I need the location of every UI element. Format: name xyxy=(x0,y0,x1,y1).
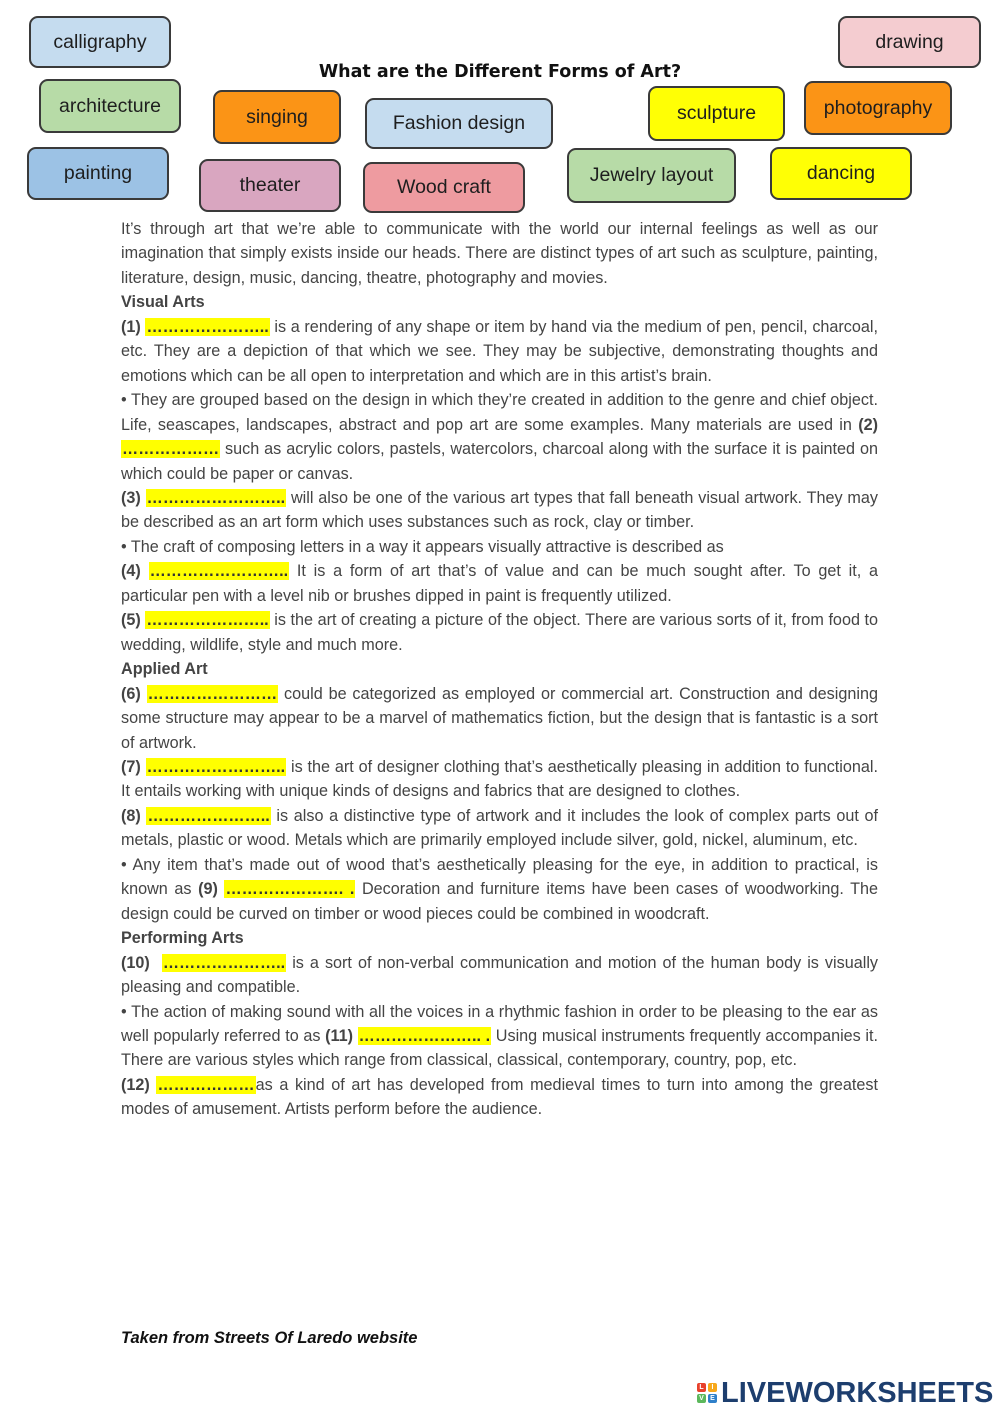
blank-7[interactable]: …………………….. xyxy=(146,757,286,776)
heading-performing-arts: Performing Arts xyxy=(121,929,244,948)
chip-wood-craft[interactable]: Wood craft xyxy=(363,162,525,213)
question-number: (12) xyxy=(121,1075,150,1094)
question-lead-text: • They are grouped based on the design in which they’re created in addition to the genre and chief object. Life, seascapes, landscapes, abstract and pop art are some examples. Many materials are used in xyxy=(121,391,878,434)
chip-singing[interactable]: singing xyxy=(213,90,341,144)
blank-11[interactable]: ………………….. . xyxy=(358,1026,491,1045)
chip-jewelry-layout[interactable]: Jewelry layout xyxy=(567,148,736,203)
source-credit: Taken from Streets Of Laredo website xyxy=(121,1329,418,1347)
logo-text: LIVEWORKSHEETS xyxy=(721,1376,994,1409)
question-10 xyxy=(121,951,878,1000)
liveworksheets-logo xyxy=(697,1376,993,1410)
blank-5[interactable]: ………………….. xyxy=(146,611,269,630)
question-number: (5) xyxy=(121,611,141,630)
chip-sculpture[interactable]: sculpture xyxy=(648,86,785,141)
blank-4[interactable]: …………………….. xyxy=(149,562,289,581)
question-number: (8) xyxy=(121,806,141,825)
question-text: is a sort of non-verbal communication and motion of the human body is visually pleasing and compatible. xyxy=(121,953,879,997)
question-11 xyxy=(121,1000,878,1073)
question-8 xyxy=(121,804,878,853)
question-lead-text: • The action of making sound with all the voices in a rhythmic fashion in order to be pleasing to the ear as well popularly referred to as xyxy=(121,1002,878,1045)
question-text: Using musical instruments frequently accompanies it. There are various styles which range from classical, classical, contemporary, country, pop, etc. xyxy=(121,1026,879,1070)
question-6 xyxy=(121,682,878,755)
logo-mark-tile: L xyxy=(697,1383,706,1392)
question-number: (2) xyxy=(858,415,878,434)
question-number: (11) xyxy=(325,1026,354,1045)
logo-mark-tile: V xyxy=(697,1394,706,1403)
question-lead-text: • Any item that’s made out of wood that’s aesthetically pleasing for the eye, in addition to practical, is known as xyxy=(121,855,878,899)
question-number: (6) xyxy=(121,684,141,703)
question-text: as a kind of art has developed from medieval times to turn into among the greatest modes of amusement. Artists perform before the audience. xyxy=(121,1075,878,1119)
blank-8[interactable]: ………………….. xyxy=(147,806,270,825)
question-text: Decoration and furniture items have been cases of woodworking. The design could be curved on timber or wood pieces could be combined in woodcraft. xyxy=(121,880,879,923)
blank-10[interactable]: ………………….. xyxy=(162,953,286,972)
question-text: is the art of creating a picture of the object. There are various sorts of it, from food to wedding, wildlife, style and much more. xyxy=(121,611,879,654)
chip-architecture[interactable]: architecture xyxy=(39,79,181,133)
question-number: (1) xyxy=(121,317,141,336)
question-text: It is a form of art that’s of value and can be much sought after. To get it, a particular pen with a level nib or brushes dipped in paint is frequently utilized. xyxy=(121,562,878,605)
intro-paragraph: It’s through art that we’re able to communicate with the world our internal feelings as well as our imagination that simply exists inside our heads. There are distinct types of art such as sculpture, painting, literature, design, music, dancing, theatre, photography and movies. xyxy=(121,220,878,287)
chip-drawing[interactable]: drawing xyxy=(838,16,981,68)
blank-1[interactable]: ………………….. xyxy=(146,317,269,336)
question-3 xyxy=(121,486,878,535)
blank-6[interactable]: …………………… xyxy=(147,684,278,703)
question-12 xyxy=(121,1073,878,1122)
question-text: is the art of designer clothing that’s aesthetically pleasing in addition to functional. It entails working with unique kinds of designs and fabrics that are designed to clothes. xyxy=(121,757,879,801)
chip-calligraphy[interactable]: calligraphy xyxy=(29,16,171,68)
question-text: is also a distinctive type of artwork and it includes the look of complex parts out of metals, plastic or wood. Metals which are primarily employed include silver, gold, nickel, aluminum, etc. xyxy=(121,806,878,850)
chip-painting[interactable]: painting xyxy=(27,147,169,200)
question-7 xyxy=(121,755,878,804)
question-number: (4) xyxy=(121,562,141,581)
heading-visual-arts: Visual Arts xyxy=(121,293,205,312)
question-4 xyxy=(121,559,878,608)
chip-fashion-design[interactable]: Fashion design xyxy=(365,98,553,149)
question-number: (7) xyxy=(121,757,141,776)
logo-mark-tile: E xyxy=(708,1394,717,1403)
blank-2[interactable]: ……………… xyxy=(122,440,220,459)
logo-mark-tile: I xyxy=(708,1383,717,1392)
question-1 xyxy=(121,315,878,388)
question-4-lead: • The craft of composing letters in a way it appears visually attractive is described as xyxy=(121,537,724,556)
worksheet-title: What are the Different Forms of Art? xyxy=(318,62,682,82)
chip-photography[interactable]: photography xyxy=(804,81,952,135)
blank-9[interactable]: …………………. . xyxy=(225,880,355,899)
logo-mark-icon xyxy=(697,1383,717,1403)
chip-theater[interactable]: theater xyxy=(199,159,341,212)
blank-12[interactable]: ……………… xyxy=(157,1075,255,1094)
question-text: could be categorized as employed or commercial art. Construction and designing some structure may appear to be a marvel of mathematics fiction, but the design that is fantastic is a sort of artwork. xyxy=(121,684,878,752)
blank-3[interactable]: …………………….. xyxy=(146,488,286,507)
heading-applied-art: Applied Art xyxy=(121,660,208,679)
question-text: such as acrylic colors, pastels, watercolors, charcoal along with the surface it is painted on which could be paper or canvas. xyxy=(121,440,878,483)
question-2 xyxy=(121,388,878,486)
question-5 xyxy=(121,608,878,657)
worksheet-body xyxy=(121,217,878,1122)
chip-dancing[interactable]: dancing xyxy=(770,147,912,200)
question-text: is a rendering of any shape or item by hand via the medium of pen, pencil, charcoal, etc. They are a depiction of that which we see. They may be subjective, demonstrating thoughts and emotions which can be all open to interpretation and which are in this artist’s brain. xyxy=(121,317,878,385)
question-number: (9) xyxy=(198,880,218,899)
question-9 xyxy=(121,853,878,926)
question-text: will also be one of the various art types that fall beneath visual artwork. They may be described as an art form which uses substances such as rock, clay or timber. xyxy=(121,488,878,532)
question-number: (10) xyxy=(121,953,150,972)
question-number: (3) xyxy=(121,488,141,507)
